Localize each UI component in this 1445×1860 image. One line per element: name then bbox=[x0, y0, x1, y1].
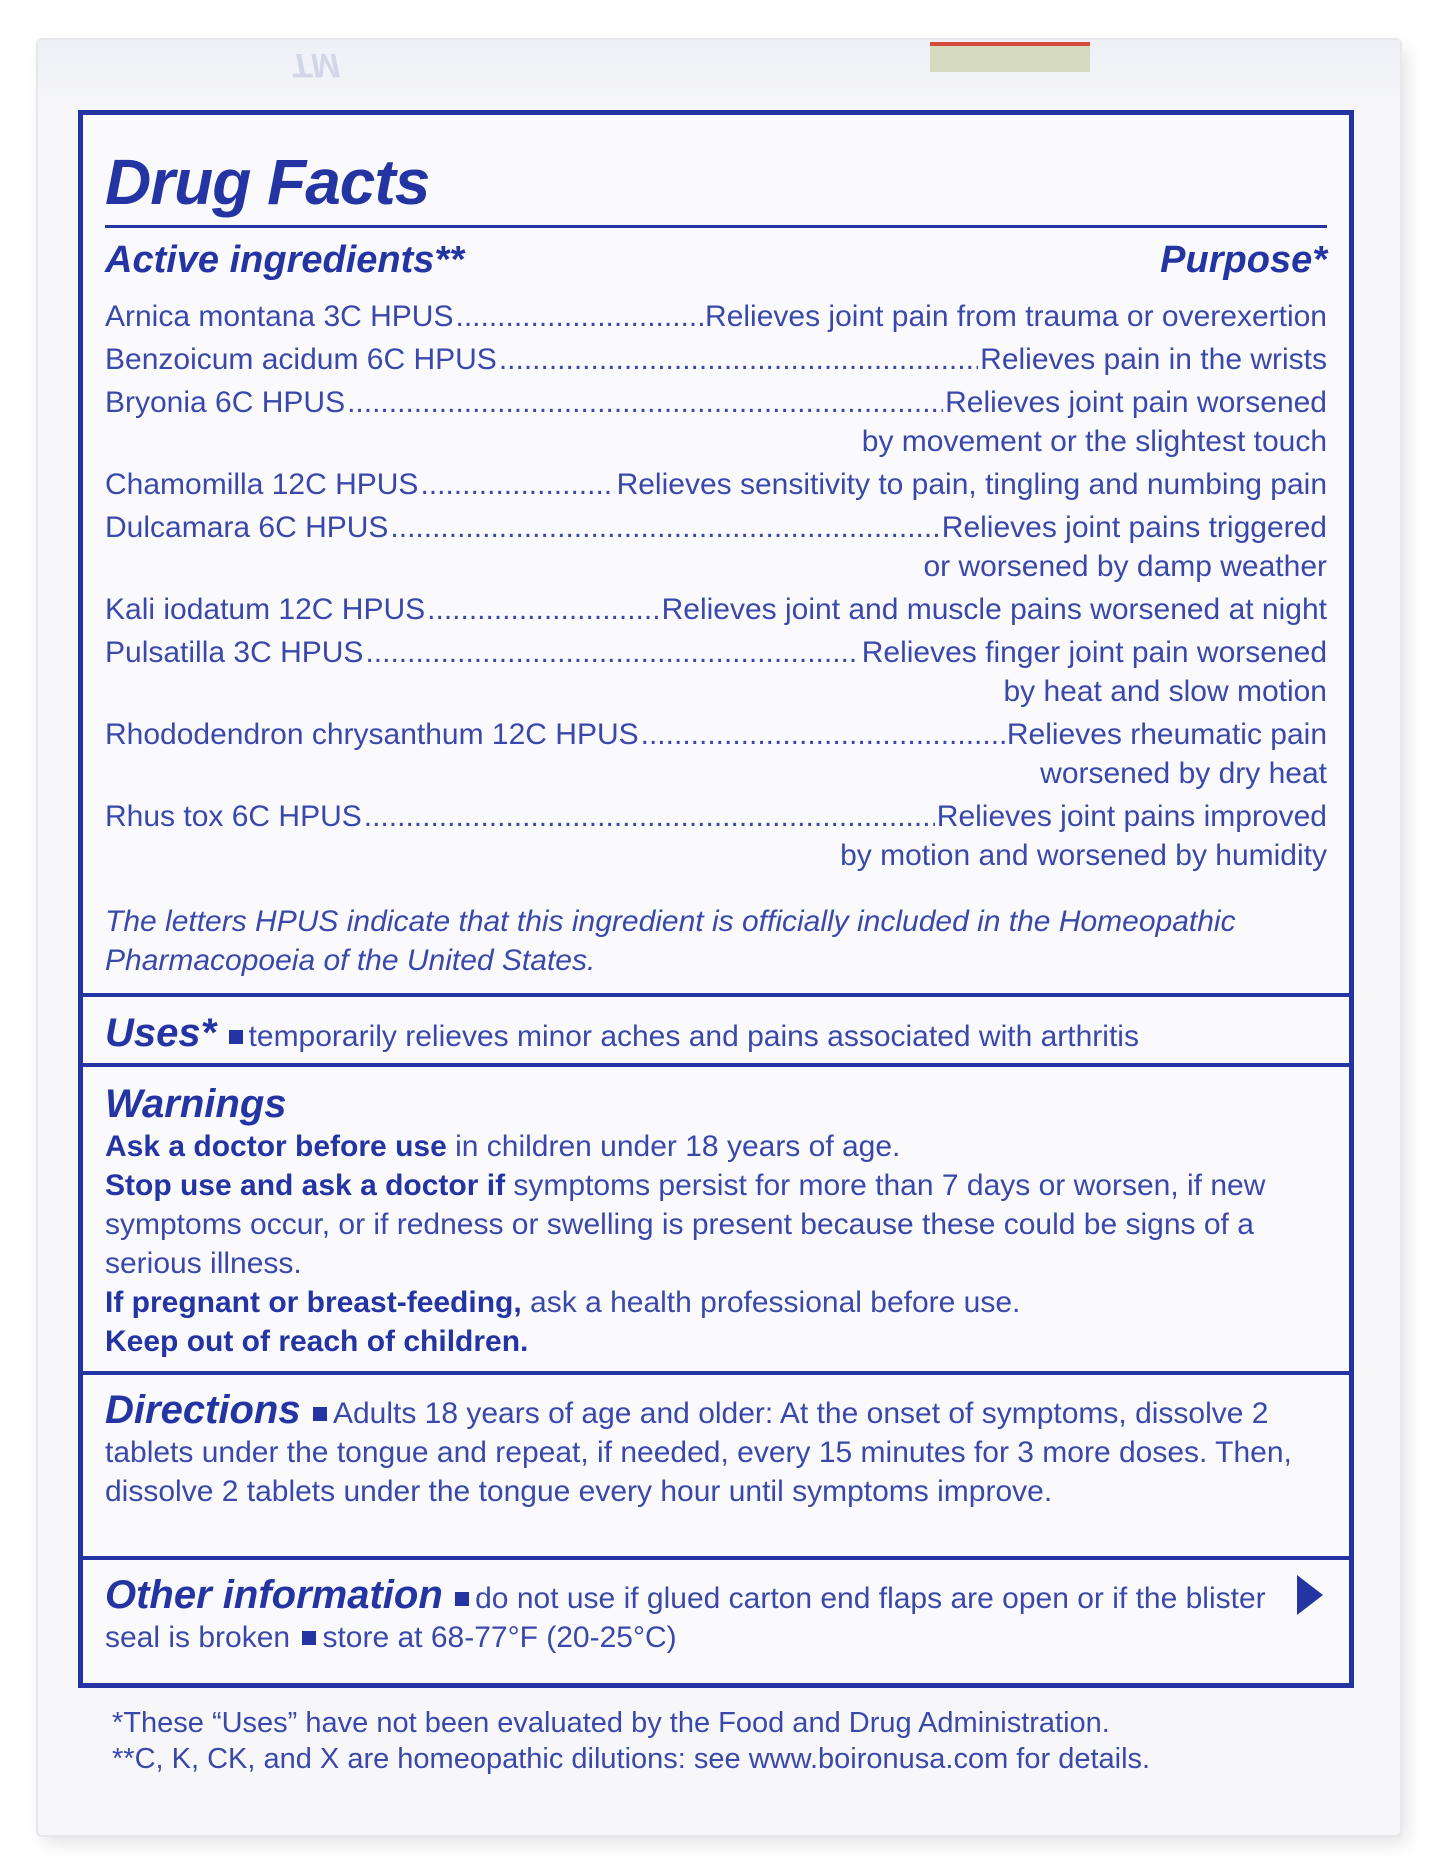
other-text-1: do not use if glued carton end flaps are open or if the blister seal is broken bbox=[105, 1582, 1266, 1654]
ingredient-purpose: Relieves sensitivity to pain, tingling and numbing pain bbox=[616, 468, 1327, 501]
ingredient-purpose: Relieves finger joint pain worsened bbox=[861, 636, 1327, 669]
ingredient-list bbox=[105, 297, 1327, 875]
ingredient-item bbox=[105, 340, 1327, 379]
ingredient-name: Bryonia 6C HPUS bbox=[105, 386, 346, 419]
dot-leader bbox=[420, 465, 614, 504]
ingredient-row bbox=[105, 297, 1327, 336]
ingredient-purpose-continued: by motion and worsened by humidity bbox=[840, 839, 1327, 872]
ingredient-name: Dulcamara 6C HPUS bbox=[105, 511, 389, 544]
warnings-title: Warnings bbox=[105, 1082, 287, 1126]
footnote-dilutions: **C, K, CK, and X are homeopathic dilutions: see www.boironusa.com for details. bbox=[112, 1743, 1151, 1775]
directions-text: Adults 18 years of age and older: At the onset of symptoms, dissolve 2 tablets under the tongue and repeat, if needed, every 15 minutes for 3 more doses. Then, dissolve 2 tablets under the tongue every hour until symptoms improve. bbox=[105, 1397, 1292, 1508]
side-tag bbox=[930, 42, 1090, 72]
drug-facts-panel bbox=[78, 110, 1354, 1688]
dot-leader bbox=[347, 383, 943, 422]
uses-text: temporarily relieves minor aches and pains associated with arthritis bbox=[248, 1020, 1139, 1053]
ingredient-purpose: Relieves joint pains improved bbox=[936, 800, 1327, 833]
warning-stop-label: Stop use and ask a doctor if bbox=[105, 1169, 506, 1202]
uses-label: Uses* bbox=[105, 1011, 217, 1055]
ingredient-purpose: Relieves joint pains triggered bbox=[941, 511, 1327, 544]
dot-leader bbox=[641, 715, 1005, 754]
ingredient-item bbox=[105, 508, 1327, 586]
show-through-text: TM bbox=[290, 46, 340, 84]
ingredient-name: Kali iodatum 12C HPUS bbox=[105, 593, 426, 626]
warning-ask-label: Ask a doctor before use bbox=[105, 1130, 447, 1163]
warning-stop bbox=[105, 1166, 1327, 1283]
bullet-icon bbox=[302, 1631, 316, 1645]
ingredient-item bbox=[105, 715, 1327, 793]
dot-leader bbox=[427, 590, 659, 629]
ingredient-name: Arnica montana 3C HPUS bbox=[105, 300, 454, 333]
ingredient-purpose-continued: by movement or the slightest touch bbox=[861, 425, 1327, 458]
ingredient-row bbox=[105, 340, 1327, 379]
ingredient-purpose-continued: worsened by dry heat bbox=[1040, 757, 1327, 790]
dot-leader bbox=[456, 297, 704, 336]
continue-arrow-icon bbox=[1297, 1575, 1323, 1615]
warnings-section bbox=[83, 1067, 1349, 1361]
bullet-icon bbox=[313, 1407, 327, 1421]
warning-ask-text: in children under 18 years of age. bbox=[446, 1130, 901, 1163]
purpose-header: Purpose* bbox=[1160, 239, 1327, 281]
active-ingredients-header: Active ingredients** bbox=[105, 239, 464, 281]
bullet-icon bbox=[455, 1592, 469, 1606]
other-information-section bbox=[83, 1560, 1349, 1657]
ingredient-purpose: Relieves joint pain worsened bbox=[945, 386, 1327, 419]
directions-section bbox=[83, 1375, 1349, 1511]
ingredient-item bbox=[105, 633, 1327, 711]
dot-leader bbox=[390, 508, 939, 547]
footnote-uses: *These “Uses” have not been evaluated by the Food and Drug Administration. bbox=[112, 1707, 1110, 1739]
ingredient-name: Rhododendron chrysanthum 12C HPUS bbox=[105, 718, 639, 751]
other-label: Other information bbox=[105, 1573, 443, 1617]
directions-label: Directions bbox=[105, 1388, 301, 1432]
ingredient-purpose: Relieves pain in the wrists bbox=[980, 343, 1327, 376]
ingredient-row bbox=[105, 715, 1327, 754]
warning-pregnant bbox=[105, 1283, 1327, 1322]
uses-section bbox=[83, 997, 1349, 1056]
ingredient-row bbox=[105, 383, 1327, 422]
warning-keep-out: Keep out of reach of children. bbox=[105, 1325, 529, 1358]
warning-stop-text: symptoms persist for more than 7 days or worsen, if new symptoms occur, or if redness or swelling is present because these could be signs of a serious illness. bbox=[105, 1169, 1266, 1280]
ingredient-row bbox=[105, 797, 1327, 836]
ingredient-name: Chamomilla 12C HPUS bbox=[105, 468, 419, 501]
bullet-icon bbox=[229, 1030, 243, 1044]
ingredient-row bbox=[105, 508, 1327, 547]
warning-pregnant-label: If pregnant or breast-feeding, bbox=[105, 1286, 522, 1319]
ingredient-name: Rhus tox 6C HPUS bbox=[105, 800, 362, 833]
ingredient-item bbox=[105, 383, 1327, 461]
ingredient-row bbox=[105, 590, 1327, 629]
ingredient-row bbox=[105, 465, 1327, 504]
ingredient-row bbox=[105, 633, 1327, 672]
ingredient-purpose-continued: by heat and slow motion bbox=[1003, 675, 1327, 708]
ingredient-purpose: Relieves joint and muscle pains worsened at night bbox=[661, 593, 1327, 626]
ingredient-name: Benzoicum acidum 6C HPUS bbox=[105, 343, 497, 376]
ingredient-item bbox=[105, 590, 1327, 629]
dot-leader bbox=[365, 633, 859, 672]
ingredient-purpose: Relieves rheumatic pain bbox=[1006, 718, 1327, 751]
other-text-2: store at 68-77°F (20-25°C) bbox=[322, 1621, 677, 1654]
dot-leader bbox=[499, 340, 978, 379]
page-title: Drug Facts bbox=[105, 146, 430, 218]
ingredient-name: Pulsatilla 3C HPUS bbox=[105, 636, 364, 669]
ingredient-purpose: Relieves joint pain from trauma or overexertion bbox=[705, 300, 1327, 333]
dot-leader bbox=[364, 797, 935, 836]
ingredient-item bbox=[105, 297, 1327, 336]
warning-ask bbox=[105, 1127, 1327, 1166]
footnotes bbox=[112, 1705, 1150, 1777]
ingredient-purpose-continued: or worsened by damp weather bbox=[923, 550, 1327, 583]
ingredient-item bbox=[105, 797, 1327, 875]
ingredient-item bbox=[105, 465, 1327, 504]
title-rule bbox=[105, 225, 1327, 228]
hpus-note: The letters HPUS indicate that this ingredient is officially included in the Homeopathic Pharmacopoeia of the United States. bbox=[105, 905, 1236, 977]
warning-pregnant-text: ask a health professional before use. bbox=[521, 1286, 1021, 1319]
